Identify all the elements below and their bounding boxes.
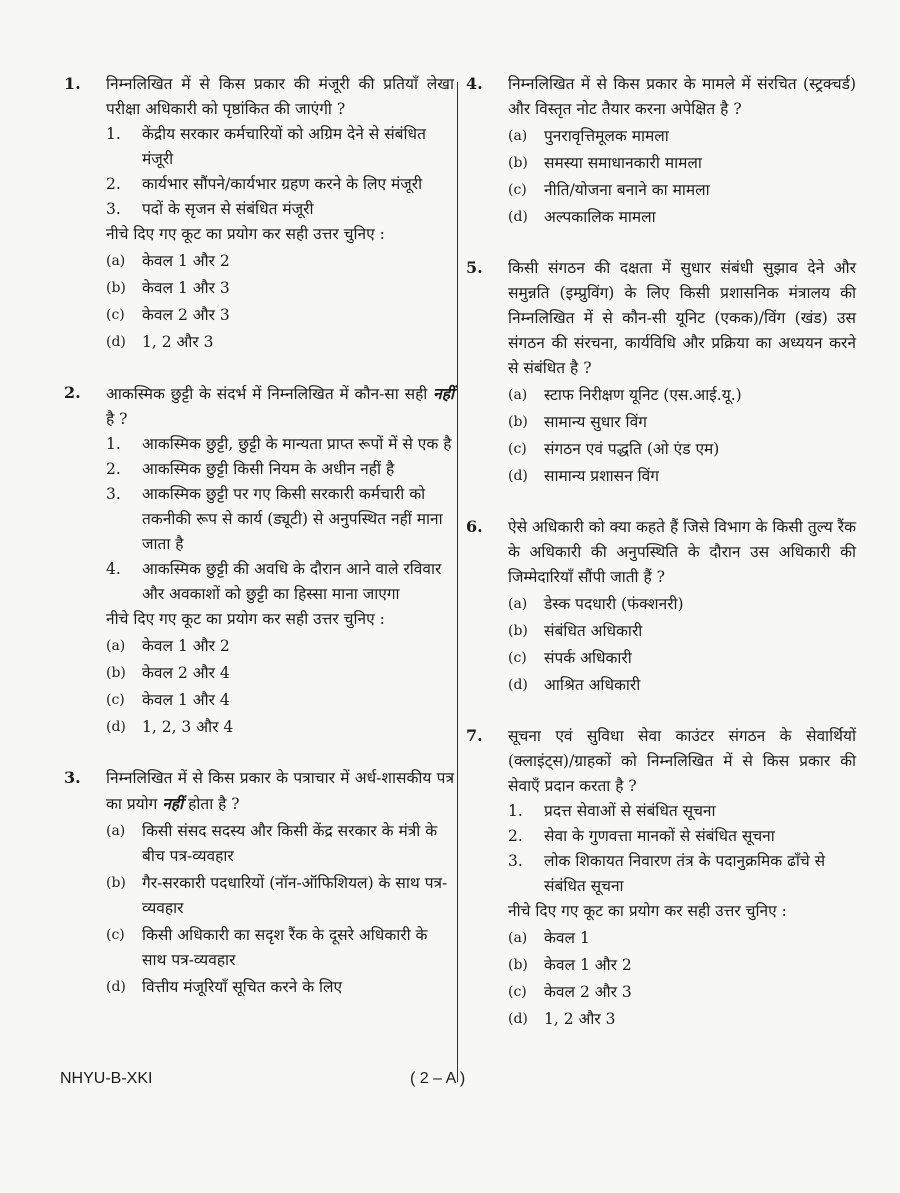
question-text: ऐसे अधिकारी को क्या कहते हैं जिसे विभाग के किसी तुल्य रैंक के अधिकारी की अनुपस्थिति के दौरान उस अधिकारी की जिम्मेदारियाँ सौंपी जाती हैं ? (508, 518, 856, 586)
option-c[interactable]: (c) संपर्क अधिकारी (508, 649, 632, 667)
question-number: 5. (466, 258, 483, 277)
statement: 3. आकस्मिक छुट्टी पर गए किसी सरकारी कर्मचारी को तकनीकी रूप से कार्य (ड्यूटी) से अनुपस्थित नहीं माना जाता है (106, 485, 443, 553)
option-a[interactable]: (a) स्टाफ निरीक्षण यूनिट (एस.आई.यू.) (508, 386, 742, 404)
question-5 (466, 256, 856, 489)
option-d[interactable]: (d) 1, 2, 3 और 4 (106, 718, 234, 736)
left-column (64, 72, 454, 1026)
option-c[interactable]: (c) संगठन एवं पद्धति (ओ एंड एम) (508, 440, 720, 458)
option-d[interactable]: (d) वित्तीय मंजूरियाँ सूचित करने के लिए (106, 978, 343, 996)
option-b[interactable]: (b) संबंधित अधिकारी (508, 622, 643, 640)
option-list (508, 592, 856, 698)
option-list (508, 124, 856, 230)
code-instruction: नीचे दिए गए कूट का प्रयोग कर सही उत्तर चुनिए : (106, 610, 385, 628)
option-d[interactable]: (d) आश्रित अधिकारी (508, 676, 641, 694)
statement: 2. आकस्मिक छुट्टी किसी नियम के अधीन नहीं है (106, 460, 395, 478)
option-c[interactable]: (c) नीति/योजना बनाने का मामला (508, 181, 710, 199)
question-text: निम्नलिखित में से किस प्रकार के पत्राचार में अर्ध-शासकीय पत्र का प्रयोग नहीं होता है ? (106, 769, 454, 813)
option-list (106, 249, 454, 355)
column-divider (457, 82, 458, 1082)
question-text: सूचना एवं सुविधा सेवा काउंटर संगठन के सेवार्थियों (क्लाइंट्स)/ग्राहकों को निम्नलिखित में से किस प्रकार की सेवाएँ प्रदान करता है ? (508, 727, 856, 795)
option-list (508, 926, 856, 1032)
option-a[interactable]: (a) किसी संसद सदस्य और किसी केंद्र सरकार के मंत्री के बीच पत्र-व्यवहार (106, 822, 438, 865)
option-b[interactable]: (b) केवल 1 और 3 (106, 279, 230, 297)
question-7 (466, 724, 856, 1032)
option-d[interactable]: (d) 1, 2 और 3 (508, 1010, 616, 1028)
emphasis-word: नहीं (162, 794, 184, 813)
statement: 1. प्रदत्त सेवाओं से संबंधित सूचना (508, 802, 716, 820)
option-list (508, 383, 856, 489)
question-number: 1. (64, 74, 81, 93)
option-list (106, 634, 454, 740)
option-c[interactable]: (c) केवल 1 और 4 (106, 691, 230, 709)
question-2 (64, 381, 454, 740)
statement: 2. सेवा के गुणवत्ता मानकों से संबंधित सूचना (508, 827, 775, 845)
option-b[interactable]: (b) समस्या समाधानकारी मामला (508, 154, 702, 172)
statement: 2. कार्यभार सौंपने/कार्यभार ग्रहण करने के लिए मंजूरी (106, 175, 423, 193)
option-a[interactable]: (a) केवल 1 (508, 929, 590, 947)
statement: 1. केंद्रीय सरकार कर्मचारियों को अग्रिम देने से संबंधित मंजूरी (106, 125, 426, 168)
question-text: किसी संगठन की दक्षता में सुधार संबंधी सुझाव देने और समुन्नति (इम्प्रुविंग) के लिए किसी प्रशासनिक मंत्रालय की निम्नलिखित में से कौन-सी यूनिट (एकक)/विंग (खंड) उस संगठन की संरचना, कार्यविधि और प्रक्रिया का अध्ययन करने से संबंधित है ? (508, 259, 856, 377)
question-number: 4. (466, 74, 483, 93)
statement: 3. लोक शिकायत निवारण तंत्र के पदानुक्रमिक ढाँचे से संबंधित सूचना (508, 852, 826, 895)
question-number: 7. (466, 726, 483, 745)
right-column (466, 72, 856, 1058)
code-instruction: नीचे दिए गए कूट का प्रयोग कर सही उत्तर चुनिए : (508, 902, 787, 920)
option-a[interactable]: (a) केवल 1 और 2 (106, 252, 230, 270)
code-instruction: नीचे दिए गए कूट का प्रयोग कर सही उत्तर चुनिए : (106, 225, 385, 243)
option-a[interactable]: (a) पुनरावृत्तिमूलक मामला (508, 127, 669, 145)
option-c[interactable]: (c) किसी अधिकारी का सदृश रैंक के दूसरे अधिकारी के साथ पत्र-व्यवहार (106, 926, 428, 969)
question-3 (64, 766, 454, 1000)
question-text: निम्नलिखित में से किस प्रकार की मंजूरी की प्रतियाँ लेखा परीक्षा अधिकारी को पृष्ठांकित की जाएंगी ? (106, 75, 454, 118)
question-1 (64, 72, 454, 355)
option-b[interactable]: (b) केवल 2 और 4 (106, 664, 230, 682)
statement-list (106, 432, 454, 607)
statement-list (106, 122, 454, 222)
statement-list (508, 799, 856, 899)
option-a[interactable]: (a) केवल 1 और 2 (106, 637, 230, 655)
booklet-code: NHYU-B-XKI (60, 1070, 153, 1087)
option-c[interactable]: (c) केवल 2 और 3 (508, 983, 632, 1001)
statement: 3. पदों के सृजन से संबंधित मंजूरी (106, 200, 314, 218)
option-d[interactable]: (d) अल्पकालिक मामला (508, 208, 656, 226)
question-number: 6. (466, 517, 483, 536)
question-number: 2. (64, 383, 81, 402)
question-6 (466, 515, 856, 698)
statement: 4. आकस्मिक छुट्टी की अवधि के दौरान आने वाले रविवार और अवकाशों को छुट्टी का हिस्सा माना जाएगा (106, 560, 442, 603)
page-number: ( 2 – A ) (410, 1070, 466, 1087)
question-4 (466, 72, 856, 230)
emphasis-word: नहीं (433, 384, 454, 403)
option-b[interactable]: (b) केवल 1 और 2 (508, 956, 632, 974)
option-d[interactable]: (d) सामान्य प्रशासन विंग (508, 467, 660, 485)
statement: 1. आकस्मिक छुट्टी, छुट्टी के मान्यता प्राप्त रूपों में से एक है (106, 435, 452, 453)
option-a[interactable]: (a) डेस्क पदधारी (फंक्शनरी) (508, 595, 684, 613)
option-b[interactable]: (b) सामान्य सुधार विंग (508, 413, 647, 431)
option-d[interactable]: (d) 1, 2 और 3 (106, 333, 214, 351)
question-text: आकस्मिक छुट्टी के संदर्भ में निम्नलिखित में कौन-सा सही नहीं है ? (106, 384, 454, 428)
option-b[interactable]: (b) गैर-सरकारी पदधारियों (नॉन-ऑफिशियल) के साथ पत्र-व्यवहार (106, 874, 448, 917)
option-list (106, 819, 454, 1000)
option-c[interactable]: (c) केवल 2 और 3 (106, 306, 230, 324)
question-text: निम्नलिखित में से किस प्रकार के मामले में संरचित (स्ट्रक्चर्ड) और विस्तृत नोट तैयार करना अपेक्षित है ? (508, 75, 856, 118)
question-number: 3. (64, 768, 81, 787)
